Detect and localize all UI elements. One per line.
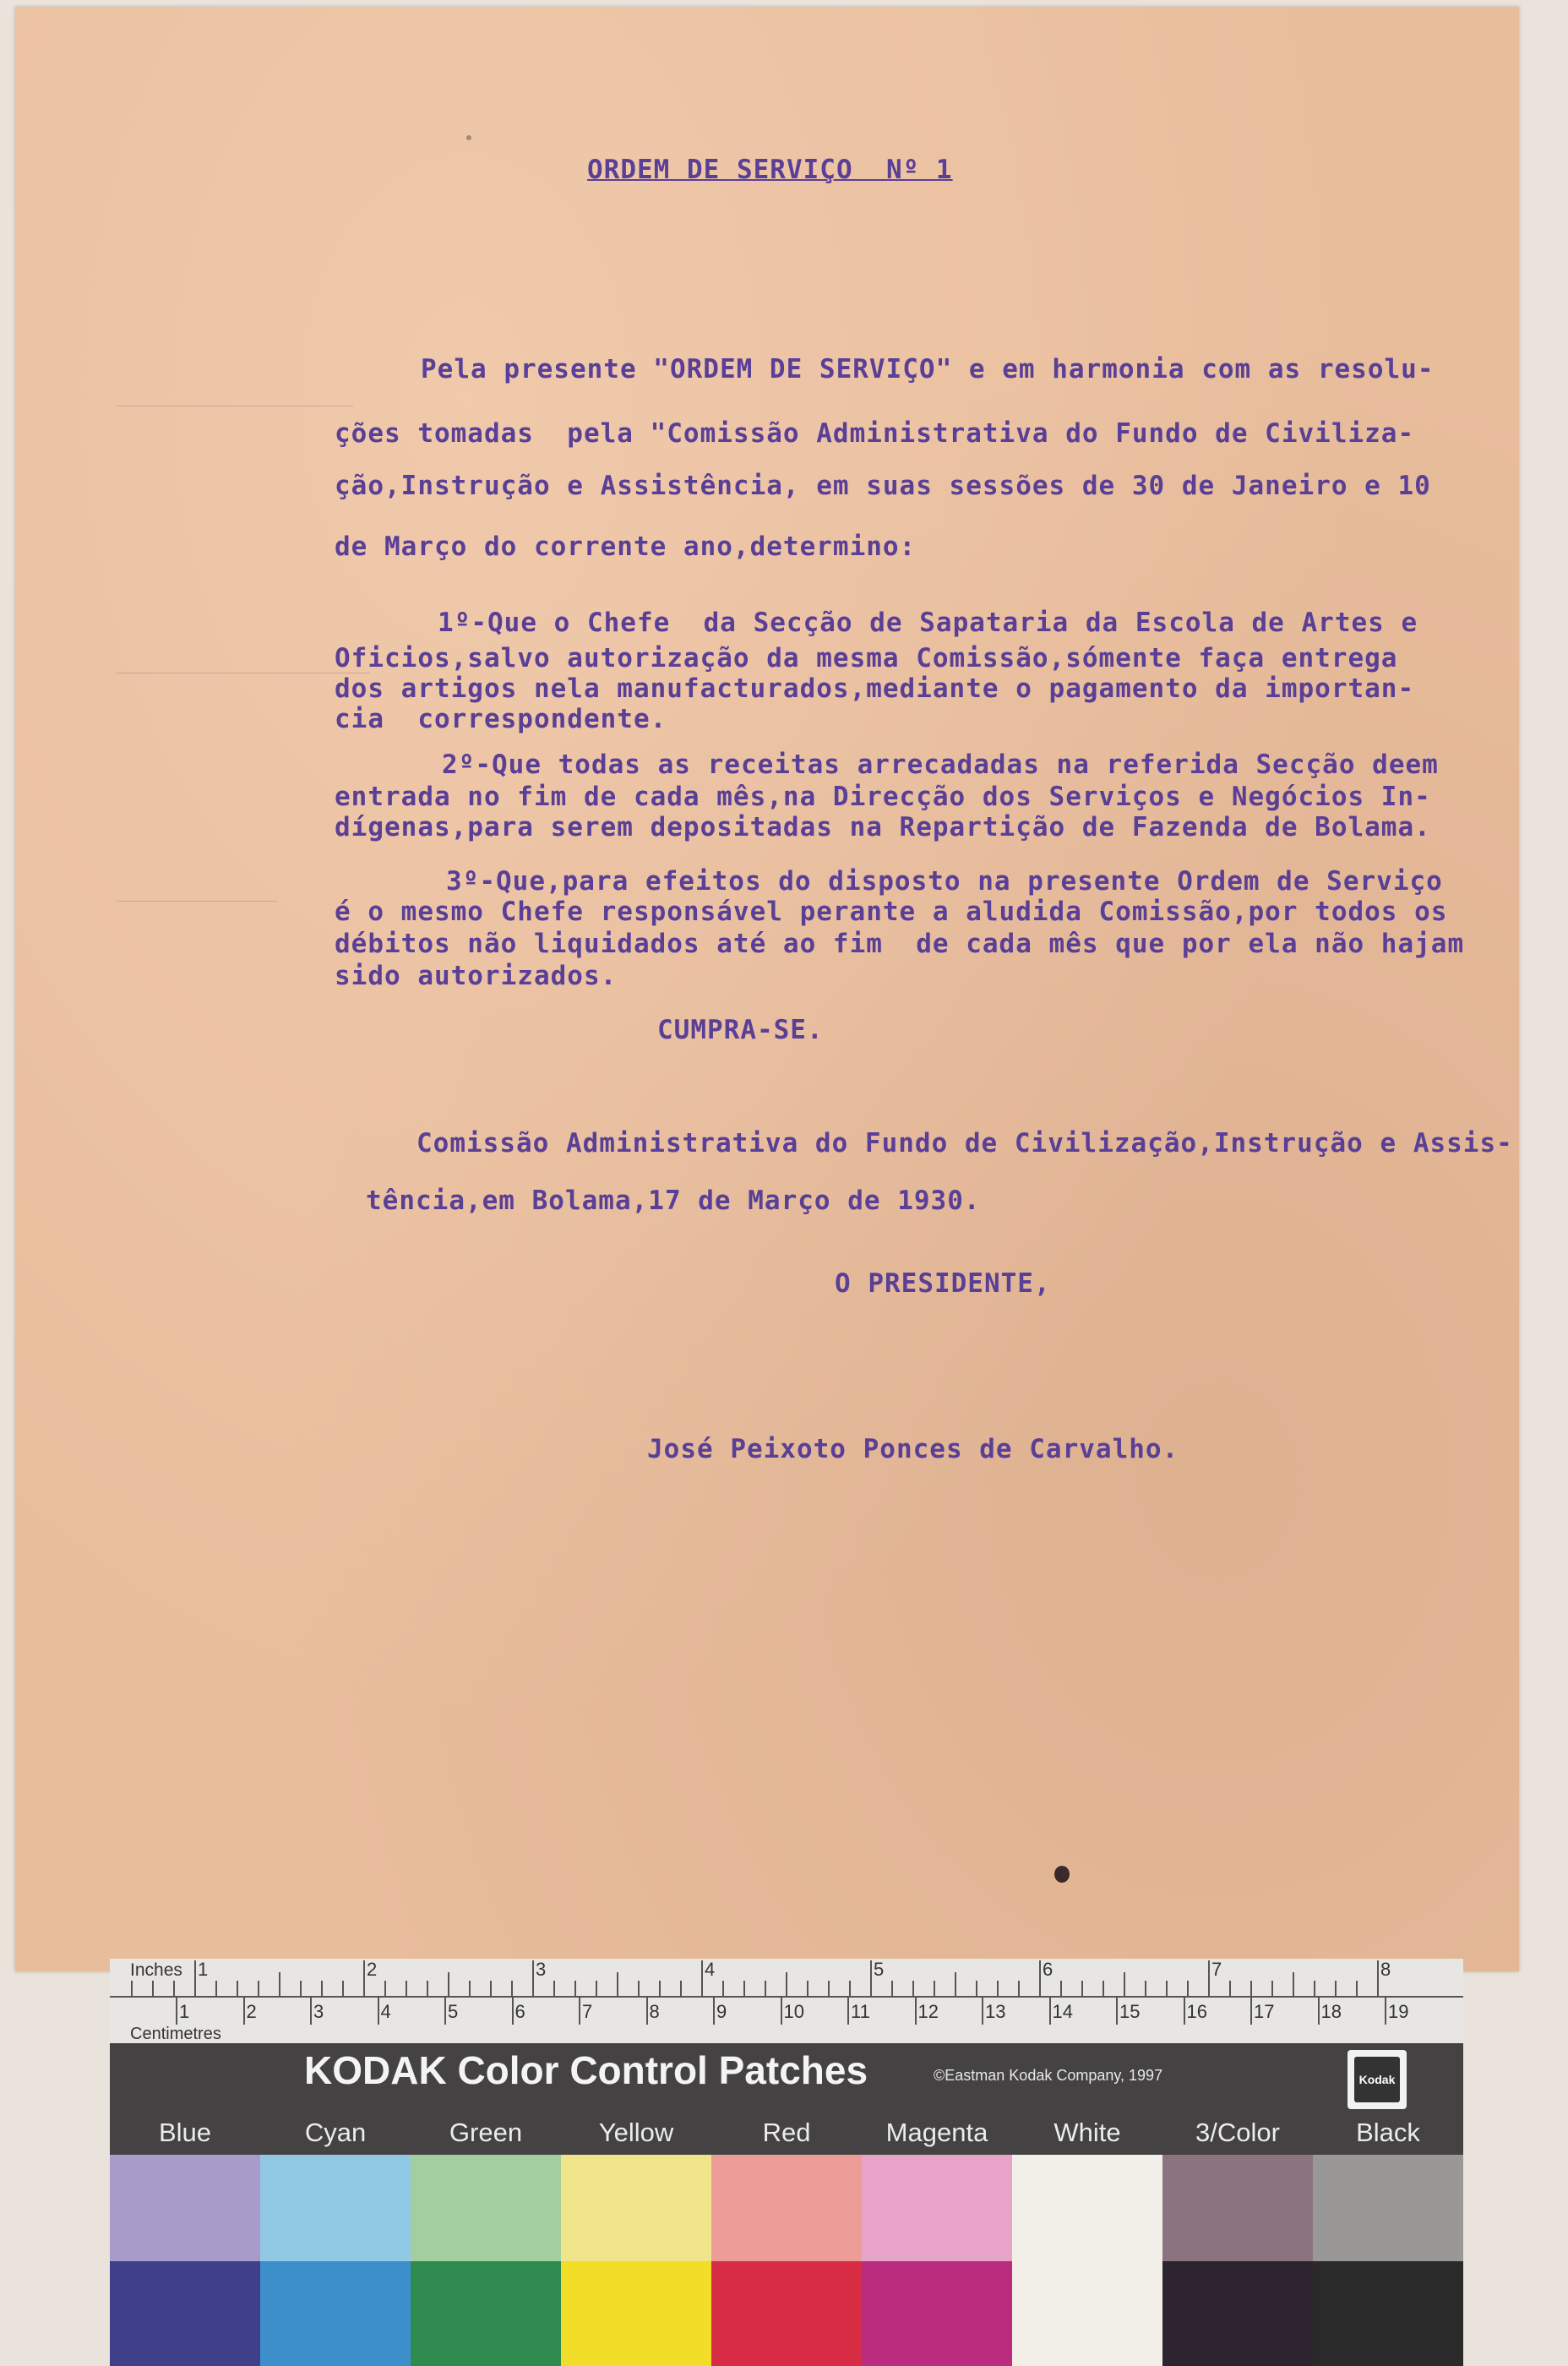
document-page: [15, 7, 1519, 1971]
inch-tick: [363, 1960, 365, 1996]
inch-subtick: [1314, 1981, 1315, 1996]
intro-line: ção,Instrução e Assistência, em suas sessões de 30 de Janeiro e 10: [335, 471, 1431, 501]
cm-tick: [847, 1998, 849, 2025]
patch-swatch-dark: [1012, 2261, 1162, 2366]
cm-tick: [1318, 1998, 1320, 2025]
inch-subtick: [511, 1981, 513, 1996]
cm-number: 14: [1052, 2001, 1073, 2022]
inch-subtick: [1293, 1972, 1294, 1996]
cm-number: 6: [514, 2001, 525, 2022]
patch-swatch-light: [110, 2155, 260, 2261]
cm-tick: [1049, 1998, 1051, 2025]
inch-subtick: [342, 1981, 344, 1996]
patch-label-magenta: Magenta: [885, 2118, 988, 2147]
item-2-line: entrada no fim de cada mês,na Direcção dos Serviços e Negócios In-: [335, 782, 1431, 812]
cm-tick: [310, 1998, 312, 2025]
inch-subtick: [997, 1981, 999, 1996]
cm-number: 17: [1254, 2001, 1275, 2022]
cm-tick: [176, 1998, 177, 2025]
cm-number: 19: [1388, 2001, 1409, 2022]
inch-tick: [1208, 1960, 1210, 1996]
patch-swatch-dark: [1162, 2261, 1313, 2366]
kodak-logo: Kodak: [1348, 2050, 1407, 2109]
inch-subtick: [1271, 1981, 1273, 1996]
patch-swatch-dark: [411, 2261, 561, 2366]
inch-subtick: [152, 1981, 154, 1996]
cm-number: 4: [380, 2001, 391, 2022]
inch-number: 5: [874, 1959, 885, 1980]
signatory-title: O PRESIDENTE,: [835, 1268, 1051, 1299]
inch-subtick: [321, 1981, 323, 1996]
place-date-line: tência,em Bolama,17 de Março de 1930.: [366, 1186, 981, 1216]
kodak-brand-title: KODAK Color Control Patches: [304, 2048, 868, 2092]
inches-label: Inches: [130, 1960, 182, 1980]
inch-subtick: [490, 1981, 492, 1996]
inch-number: 1: [198, 1959, 209, 1980]
patch-label-blue: Blue: [158, 2118, 212, 2147]
inch-tick: [1377, 1960, 1379, 1996]
intro-line: ções tomadas pela "Comissão Administrativa do Fundo de Civiliza-: [335, 418, 1415, 449]
cm-number: 3: [313, 2001, 324, 2022]
cm-tick: [243, 1998, 245, 2025]
cm-tick: [1250, 1998, 1252, 2025]
inch-subtick: [976, 1981, 977, 1996]
inch-tick: [532, 1960, 534, 1996]
item-1-line: cia correspondente.: [335, 704, 667, 734]
inch-subtick: [1124, 1972, 1125, 1996]
cm-tick: [982, 1998, 983, 2025]
inch-subtick: [891, 1981, 893, 1996]
inch-subtick: [807, 1981, 808, 1996]
inch-subtick: [427, 1981, 428, 1996]
item-2-line: 2º-Que todas as receitas arrecadadas na referida Secção deem: [442, 750, 1439, 780]
inch-number: 7: [1211, 1959, 1222, 1980]
inch-subtick: [1250, 1981, 1252, 1996]
place-date-line: Comissão Administrativa do Fundo de Civilização,Instrução e Assis-: [416, 1128, 1513, 1158]
cm-tick: [781, 1998, 782, 2025]
item-3-line: débitos não liquidados até ao fim de cada mês que por ela não hajam: [335, 929, 1465, 959]
patch-swatch-light: [260, 2155, 411, 2261]
inch-subtick: [300, 1981, 302, 1996]
inch-subtick: [765, 1981, 766, 1996]
inch-subtick: [1145, 1981, 1146, 1996]
cm-tick: [713, 1998, 715, 2025]
patch-swatch-light: [711, 2155, 862, 2261]
item-2-line: dígenas,para serem depositadas na Repartição de Fazenda de Bolama.: [335, 812, 1431, 842]
patch-swatch-dark: [711, 2261, 862, 2366]
inch-tick: [1039, 1960, 1041, 1996]
inch-number: 2: [367, 1959, 378, 1980]
patch-swatch-light: [1012, 2155, 1162, 2261]
inch-subtick: [743, 1981, 745, 1996]
item-3-line: é o mesmo Chefe responsável perante a aludida Comissão,por todos os: [335, 897, 1448, 927]
inch-subtick: [1081, 1981, 1083, 1996]
inch-subtick: [215, 1981, 217, 1996]
inch-subtick: [786, 1972, 787, 1996]
inch-subtick: [258, 1981, 259, 1996]
centimetres-label: Centimetres: [130, 2025, 221, 2043]
patch-swatch-dark: [260, 2261, 411, 2366]
inch-subtick: [849, 1981, 851, 1996]
inch-subtick: [617, 1972, 618, 1996]
patch-swatch-dark: [1313, 2261, 1463, 2366]
patch-label-3color: 3/Color: [1195, 2118, 1280, 2147]
cm-tick: [378, 1998, 379, 2025]
item-1-line: 1º-Que o Chefe da Secção de Sapataria da Escola de Artes e: [438, 608, 1418, 638]
cm-number: 16: [1186, 2001, 1207, 2022]
cm-tick: [915, 1998, 917, 2025]
cm-number: 12: [917, 2001, 939, 2022]
item-3-line: sido autorizados.: [335, 961, 618, 991]
inch-subtick: [680, 1981, 682, 1996]
patch-label-red: Red: [762, 2118, 811, 2147]
inch-subtick: [955, 1972, 956, 1996]
inch-subtick: [912, 1981, 914, 1996]
patch-label-green: Green: [449, 2118, 523, 2147]
cm-number: 8: [649, 2001, 660, 2022]
patch-swatch-light: [561, 2155, 711, 2261]
inch-subtick: [1060, 1981, 1062, 1996]
cm-number: 18: [1320, 2001, 1342, 2022]
cm-tick: [1184, 1998, 1185, 2025]
cm-number: 11: [851, 2001, 870, 2022]
fold-line: [117, 901, 277, 902]
inch-subtick: [659, 1981, 661, 1996]
inch-subtick: [553, 1981, 555, 1996]
inch-subtick: [384, 1981, 386, 1996]
cm-number: 2: [246, 2001, 257, 2022]
cm-number: 13: [985, 2001, 1006, 2022]
item-1-line: Oficios,salvo autorização da mesma Comissão,sómente faça entrega: [335, 643, 1398, 673]
ink-spot: [466, 135, 471, 140]
inch-subtick: [1166, 1981, 1168, 1996]
cm-tick: [646, 1998, 648, 2025]
ruler-baseline: [110, 1996, 1463, 1998]
inch-subtick: [448, 1972, 449, 1996]
cm-number: 7: [582, 2001, 593, 2022]
ink-spot: [1054, 1866, 1070, 1883]
cm-tick: [444, 1998, 446, 2025]
kodak-color-target: [110, 1959, 1463, 2366]
cm-number: 15: [1119, 2001, 1141, 2022]
patch-swatch-light: [1313, 2155, 1463, 2261]
cm-number: 5: [448, 2001, 459, 2022]
inch-subtick: [1018, 1981, 1020, 1996]
inch-subtick: [828, 1981, 830, 1996]
inch-subtick: [638, 1981, 640, 1996]
document-title: ORDEM DE SERVIÇO Nº 1: [587, 155, 953, 185]
cm-tick: [579, 1998, 580, 2025]
patch-swatch-light: [411, 2155, 561, 2261]
inch-subtick: [237, 1981, 238, 1996]
item-1-line: dos artigos nela manufacturados,mediante o pagamento da importan-: [335, 673, 1415, 704]
patch-label-cyan: Cyan: [304, 2118, 367, 2147]
ruler: [110, 1959, 1463, 2043]
patch-swatch-dark: [110, 2261, 260, 2366]
intro-line: de Março do corrente ano,determino:: [335, 532, 917, 562]
patch-swatch-light: [1162, 2155, 1313, 2261]
cm-tick: [1385, 1998, 1386, 2025]
signatory-name: José Peixoto Ponces de Carvalho.: [647, 1434, 1179, 1464]
inch-subtick: [1356, 1981, 1358, 1996]
cm-tick: [1116, 1998, 1118, 2025]
cm-number: 1: [179, 2001, 190, 2022]
cm-number: 10: [783, 2001, 804, 2022]
inch-subtick: [1229, 1981, 1231, 1996]
patch-swatch-dark: [862, 2261, 1012, 2366]
inch-subtick: [1335, 1981, 1337, 1996]
patch-label-black: Black: [1356, 2118, 1420, 2147]
inch-subtick: [596, 1981, 597, 1996]
patch-label-yellow: Yellow: [598, 2118, 674, 2147]
inch-subtick: [406, 1981, 407, 1996]
closing-command: CUMPRA-SE.: [657, 1015, 824, 1045]
inch-number: 8: [1380, 1959, 1391, 1980]
inch-subtick: [1187, 1981, 1189, 1996]
inch-number: 3: [536, 1959, 547, 1980]
inch-subtick: [1102, 1981, 1104, 1996]
inch-tick: [870, 1960, 872, 1996]
inch-subtick: [131, 1981, 133, 1996]
inch-subtick: [469, 1981, 471, 1996]
inch-number: 6: [1043, 1959, 1054, 1980]
patch-swatch-light: [862, 2155, 1012, 2261]
kodak-copyright: ©Eastman Kodak Company, 1997: [934, 2067, 1163, 2084]
inch-subtick: [279, 1972, 280, 1996]
inch-tick: [701, 1960, 703, 1996]
inch-subtick: [574, 1981, 576, 1996]
item-3-line: 3º-Que,para efeitos do disposto na presente Ordem de Serviço: [446, 866, 1443, 897]
inch-subtick: [173, 1981, 175, 1996]
inch-subtick: [722, 1981, 724, 1996]
intro-line: Pela presente "ORDEM DE SERVIÇO" e em harmonia com as resolu-: [421, 354, 1435, 384]
patch-label-white: White: [1054, 2118, 1121, 2147]
inch-subtick: [934, 1981, 935, 1996]
cm-number: 9: [716, 2001, 727, 2022]
cm-tick: [512, 1998, 514, 2025]
inch-number: 4: [705, 1959, 716, 1980]
patch-swatch-dark: [561, 2261, 711, 2366]
inch-tick: [194, 1960, 196, 1996]
